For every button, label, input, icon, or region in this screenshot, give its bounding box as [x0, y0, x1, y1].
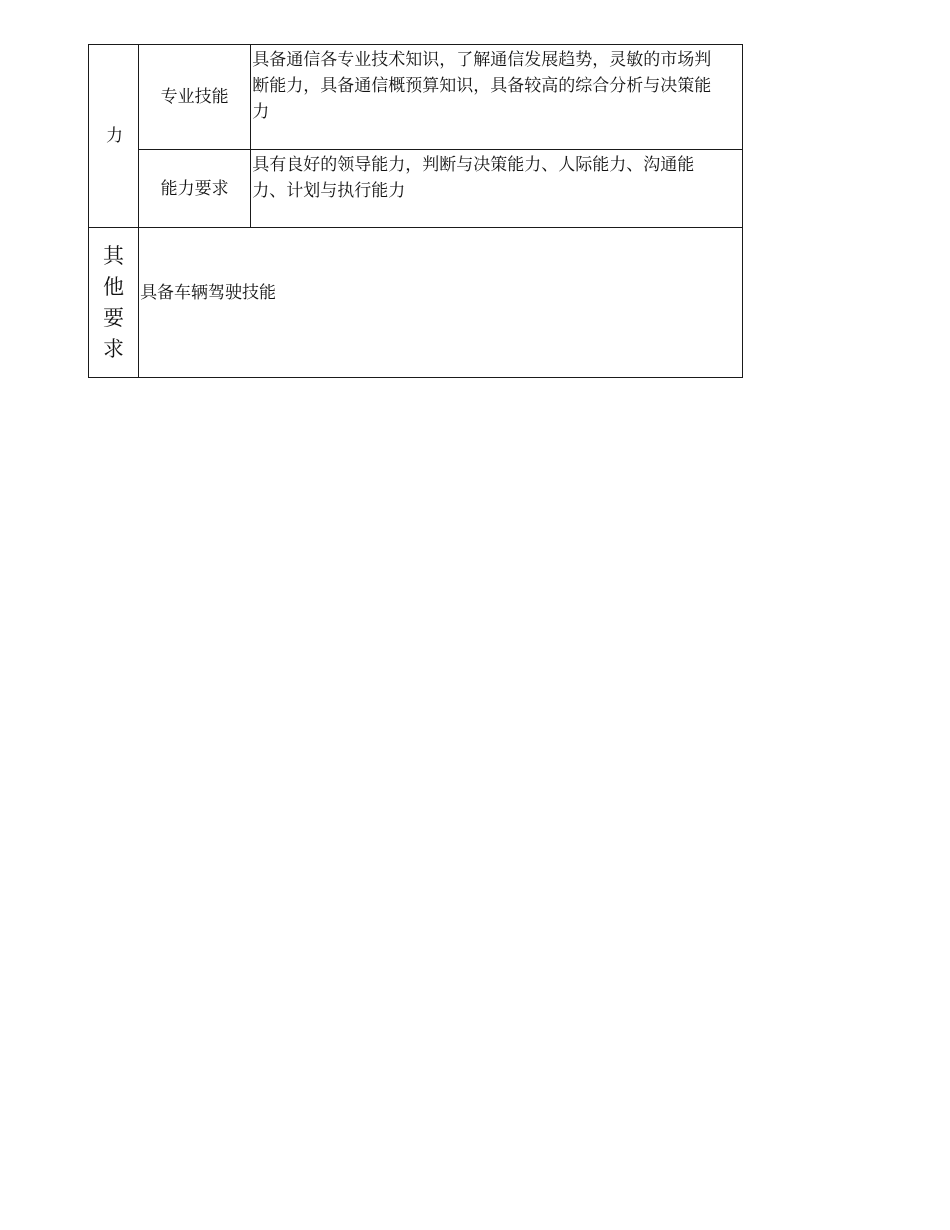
other-requirements-category-cell	[89, 228, 139, 378]
professional-skills-description-cell	[251, 45, 743, 150]
other-requirements-category-label	[89, 241, 138, 365]
ability-requirements-label: 能力要求	[160, 178, 229, 199]
category-char: 要	[103, 305, 125, 330]
professional-skills-description: 具备通信各专业技术知识，了解通信发展趋势，灵敏的市场判断能力，具备通信概预算知识，具备较高的综合分析与决策能力	[252, 50, 712, 122]
table-row	[89, 45, 743, 150]
ability-category-cell	[89, 45, 139, 228]
category-char: 他	[103, 274, 125, 299]
ability-requirements-description: 具有良好的领导能力，判断与决策能力、人际能力、沟通能力、计划与执行能力	[252, 155, 695, 201]
category-char: 求	[103, 336, 125, 361]
job-requirements-table	[88, 44, 743, 378]
table-row	[89, 228, 743, 378]
professional-skills-label-cell	[139, 45, 251, 150]
other-requirements-description: 具备车辆驾驶技能	[140, 282, 277, 303]
ability-requirements-description-cell	[251, 150, 743, 228]
ability-requirements-label-cell	[139, 150, 251, 228]
professional-skills-label: 专业技能	[160, 87, 229, 107]
ability-category-label: 力	[106, 126, 124, 146]
other-requirements-description-cell	[139, 228, 743, 378]
category-char: 其	[103, 243, 125, 268]
table-row	[89, 150, 743, 228]
